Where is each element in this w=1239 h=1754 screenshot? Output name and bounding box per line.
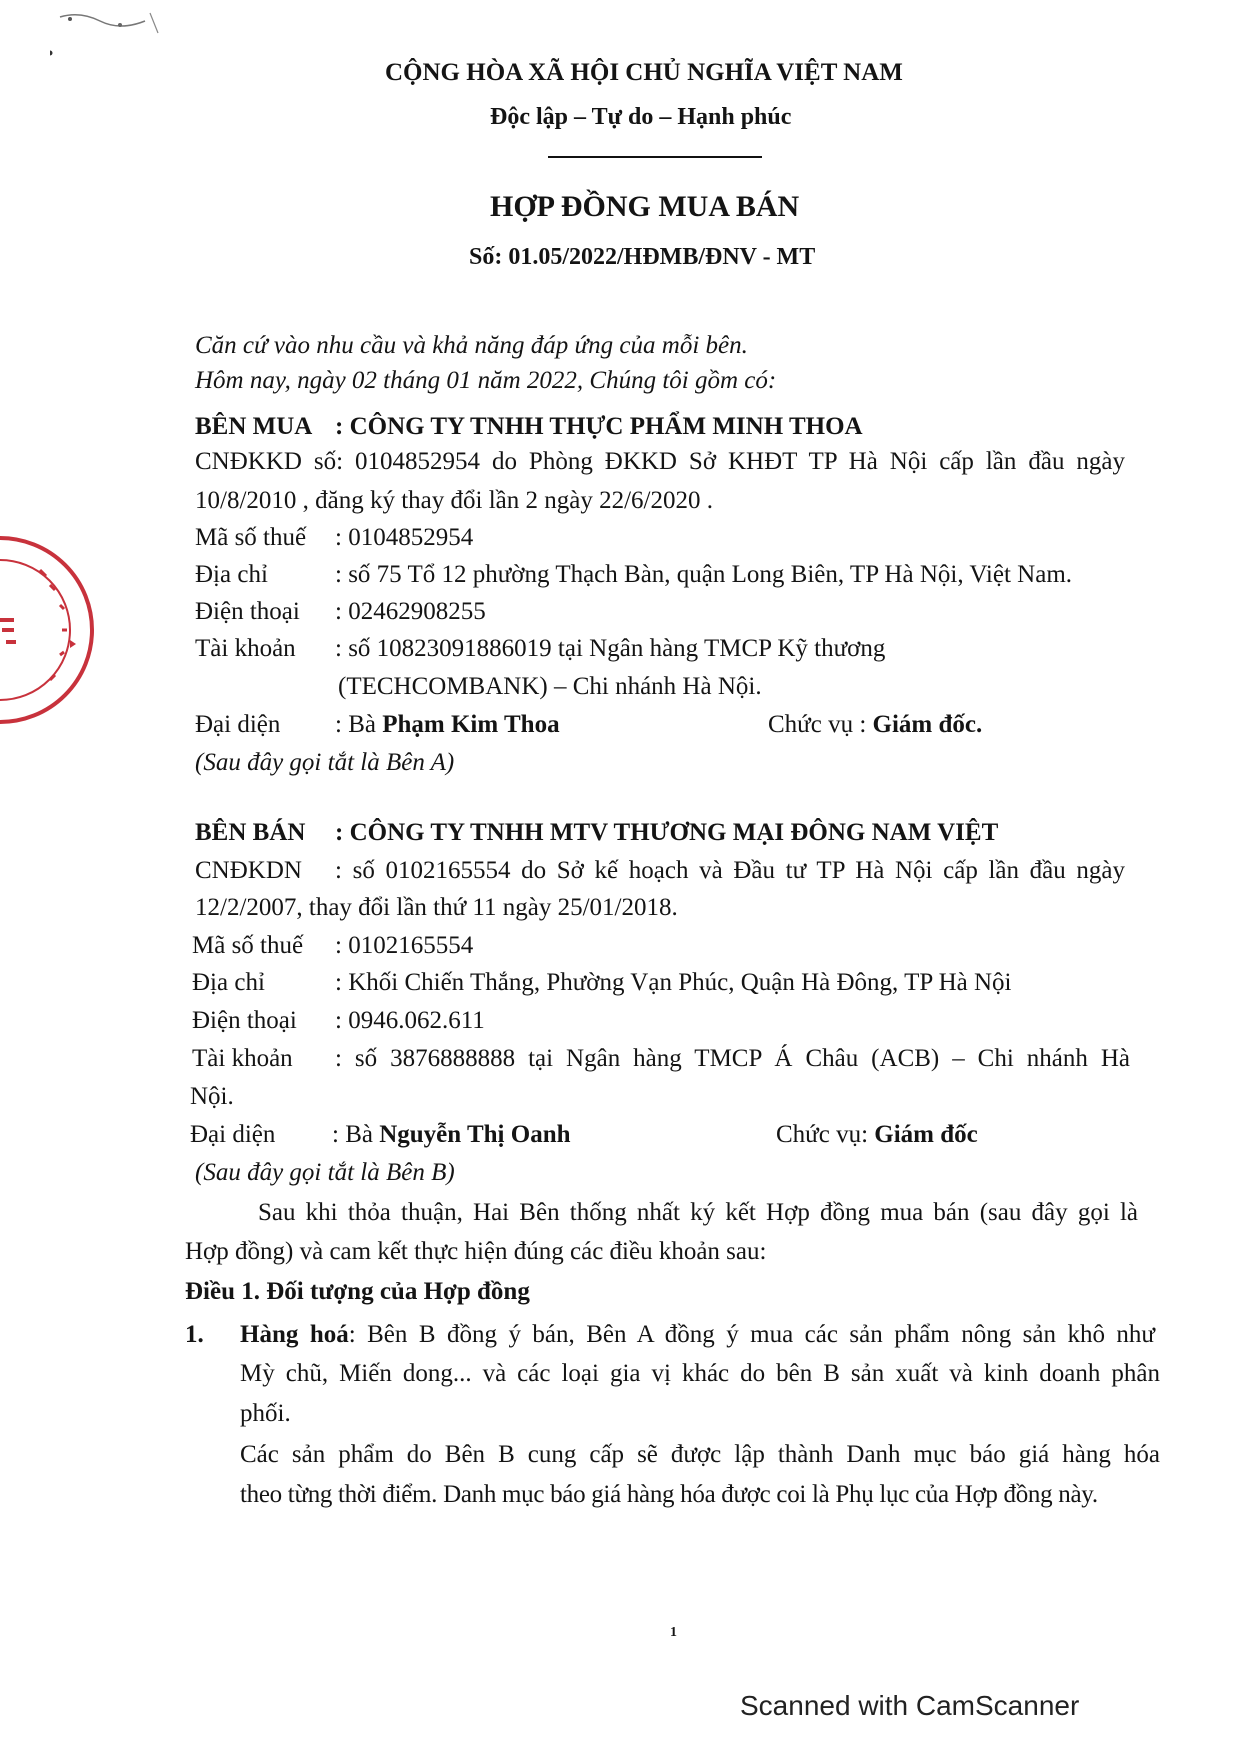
seller-position-value: Giám đốc	[874, 1121, 978, 1148]
contract-title: HỢP ĐỒNG MUA BÁN	[490, 190, 800, 223]
company-seal	[0, 530, 100, 730]
buyer-rep-prefix: : Bà	[335, 711, 383, 738]
contract-number: Số: 01.05/2022/HĐMB/ĐNV - MT	[469, 244, 816, 270]
seller-account-value-1: : số 3876888888 tại Ngân hàng TMCP Á Châu (ACB) – Chi nhánh Hà	[335, 1045, 1130, 1072]
buyer-rep	[335, 712, 560, 737]
buyer-position-label: Chức vụ :	[768, 711, 873, 738]
seller-account-value-2: Nội.	[190, 1083, 234, 1110]
article-1-para-line-1: Các sản phẩm do Bên B cung cấp sẽ được lập thành Danh mục báo giá hàng hóa	[240, 1441, 1160, 1468]
buyer-label: BÊN MUA	[195, 413, 313, 440]
buyer-rep-label: Đại diện	[195, 711, 281, 738]
seller-rep-name: Nguyễn Thị Oanh	[379, 1121, 571, 1148]
seller-reg-line-2: 12/2/2007, thay đổi lần thứ 11 ngày 25/01/2018.	[195, 894, 678, 921]
seller-name: : CÔNG TY TNHH MTV THƯƠNG MẠI ĐÔNG NAM VIỆT	[335, 819, 999, 846]
seller-alias: (Sau đây gọi tắt là Bên B)	[195, 1159, 455, 1186]
buyer-tax-label: Mã số thuế	[195, 524, 307, 551]
page-number: 1	[670, 1625, 677, 1640]
intro-line-2: Hôm nay, ngày 02 tháng 01 năm 2022, Chúng tôi gồm có:	[195, 367, 777, 394]
scanner-watermark: Scanned with CamScanner	[740, 1690, 1080, 1721]
agreement-line-2: Hợp đồng) và cam kết thực hiện đúng các điều khoản sau:	[185, 1238, 767, 1265]
buyer-position-value: Giám đốc.	[872, 711, 983, 738]
seller-reg-line-1: : số 0102165554 do Sở kế hoạch và Đầu tư TP Hà Nội cấp lần đầu ngày	[335, 857, 1125, 884]
buyer-phone-label: Điện thoại	[195, 598, 300, 625]
buyer-reg-line-1: CNĐKKD số: 0104852954 do Phòng ĐKKD Sở KHĐT TP Hà Nội cấp lần đầu ngày	[195, 448, 1125, 475]
seller-position	[776, 1122, 978, 1147]
seller-phone-value: : 0946.062.611	[335, 1007, 485, 1034]
buyer-tax-value: : 0104852954	[335, 524, 474, 551]
seller-address-value: : Khối Chiến Thắng, Phường Vạn Phúc, Quận Hà Đông, TP Hà Nội	[335, 969, 1012, 996]
seller-reg-label: CNĐKDN	[195, 857, 302, 884]
motto: Độc lập – Tự do – Hạnh phúc	[490, 104, 792, 130]
seller-label: BÊN BÁN	[195, 819, 306, 846]
buyer-account-value-1: : số 10823091886019 tại Ngân hàng TMCP Kỹ thương	[335, 635, 886, 662]
buyer-account-value-2: (TECHCOMBANK) – Chi nhánh Hà Nội.	[338, 673, 762, 700]
article-1-item-line-1	[240, 1322, 1155, 1347]
article-1-item-label: Hàng hoá	[240, 1321, 349, 1348]
seller-account-label: Tài khoản	[192, 1045, 293, 1072]
seller-rep-prefix: : Bà	[332, 1121, 380, 1148]
article-1-item-number: 1.	[185, 1321, 204, 1348]
article-1-para-line-2: theo từng thời điểm. Danh mục báo giá hàng hóa được coi là Phụ lục của Hợp đồng này.	[240, 1481, 1098, 1508]
seller-address-label: Địa chỉ	[192, 969, 265, 996]
buyer-alias: (Sau đây gọi tắt là Bên A)	[195, 749, 455, 776]
scan-specks	[50, 5, 170, 65]
seller-position-label: Chức vụ:	[776, 1121, 875, 1148]
seller-tax-value: : 0102165554	[335, 932, 474, 959]
buyer-name: : CÔNG TY TNHH THỰC PHẨM MINH THOA	[335, 413, 863, 440]
country-header: CỘNG HÒA XÃ HỘI CHỦ NGHĨA VIỆT NAM	[385, 59, 903, 86]
seller-phone-label: Điện thoại	[192, 1007, 297, 1034]
buyer-address-value: : số 75 Tổ 12 phường Thạch Bàn, quận Long Biên, TP Hà Nội, Việt Nam.	[335, 561, 1073, 588]
agreement-line-1: Sau khi thỏa thuận, Hai Bên thống nhất ký kết Hợp đồng mua bán (sau đây gọi là	[258, 1199, 1138, 1226]
intro-line-1: Căn cứ vào nhu cầu và khả năng đáp ứng của mỗi bên.	[195, 332, 748, 359]
buyer-rep-name: Phạm Kim Thoa	[382, 711, 560, 738]
buyer-reg-line-2: 10/8/2010 , đăng ký thay đổi lần 2 ngày 22/6/2020 .	[195, 487, 714, 514]
buyer-phone-value: : 02462908255	[335, 598, 486, 625]
header-divider	[548, 156, 762, 158]
article-1-item-text: : Bên B đồng ý bán, Bên A đồng ý mua các sản phẩm nông sản khô như	[348, 1321, 1155, 1348]
article-1-item-line-3: phối.	[240, 1400, 291, 1427]
seller-rep	[332, 1122, 571, 1147]
seller-tax-label: Mã số thuế	[192, 932, 304, 959]
seller-rep-label: Đại diện	[190, 1121, 276, 1148]
buyer-position	[768, 712, 982, 737]
buyer-address-label: Địa chỉ	[195, 561, 268, 588]
buyer-account-label: Tài khoản	[195, 635, 296, 662]
article-1-heading: Điều 1. Đối tượng của Hợp đồng	[185, 1278, 530, 1305]
article-1-item-line-2: Mỳ chũ, Miến dong... và các loại gia vị khác do bên B sản xuất và kinh doanh phân	[240, 1360, 1160, 1387]
